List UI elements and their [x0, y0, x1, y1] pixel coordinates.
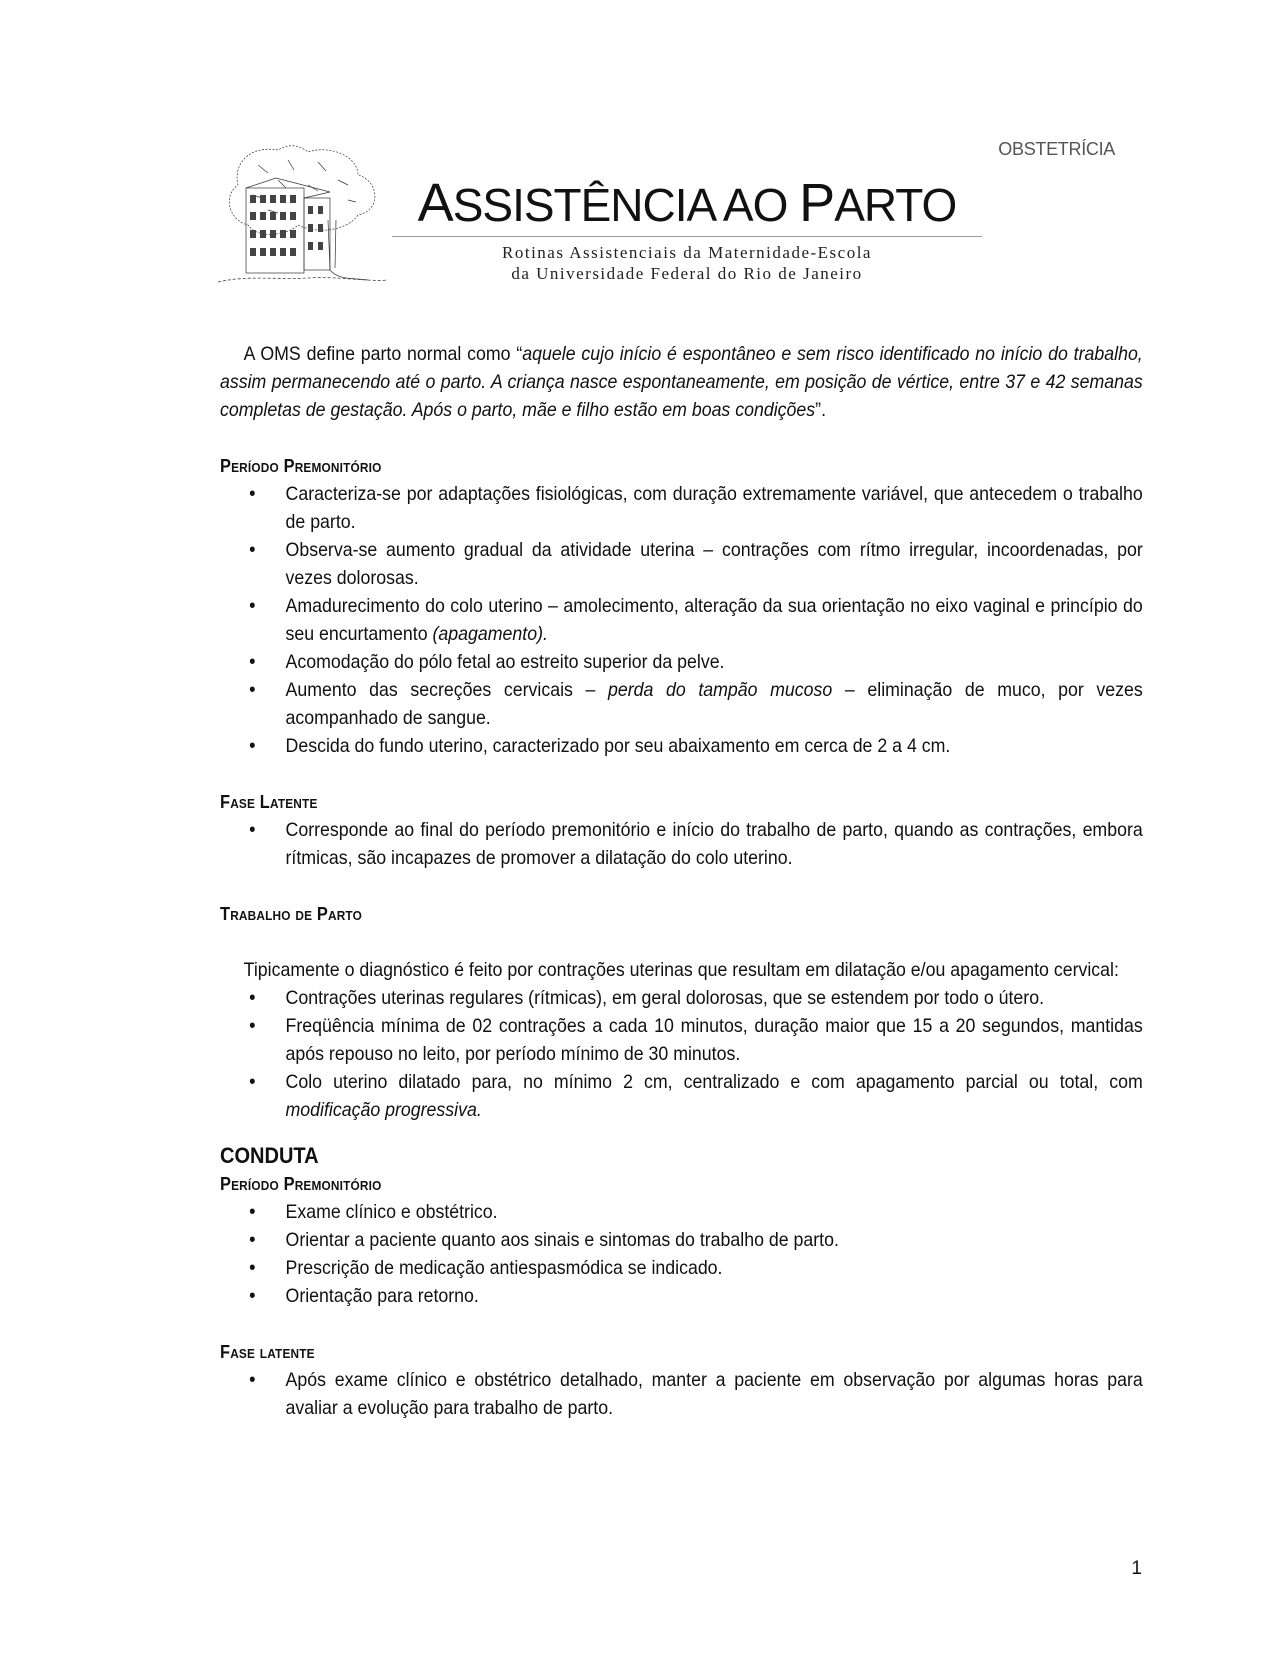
trabalho-list [220, 984, 1143, 1124]
list-item: • Acomodação do pólo fetal ao estreito superior da pelve. [286, 648, 1143, 676]
list-item: • Caracteriza-se por adaptações fisiológicas, com duração extremamente variável, que antecedem o trabalho de parto. [286, 480, 1143, 536]
page-title: ASSISTÊNCIA AO PARTO [417, 173, 957, 233]
list-item: • Prescrição de medicação antiespasmódica se indicado. [286, 1254, 1143, 1282]
document-body [220, 340, 1143, 1422]
premonitorio-list [220, 480, 1143, 760]
intro-paragraph: A OMS define parto normal como “aquele cujo início é espontâneo e sem risco identificado no início do trabalho, assim permanecendo até o parto. A criança nasce espontaneamente, em posição de vértice, entre 37 e 42 semanas completas de gestação. Após o parto, mãe e filho estão em boas condições”. [220, 343, 1143, 421]
list-item: • Corresponde ao final do período premonitório e início do trabalho de parto, quando as contrações, embora rítmicas, são incapazes de promover a dilatação do colo uterino. [286, 816, 1143, 872]
page-number: 1 [1131, 1558, 1142, 1579]
list-item: • Observa-se aumento gradual da atividade uterina – contrações com rítmo irregular, incoordenadas, por vezes dolorosas. [286, 536, 1143, 592]
list-item: • Contrações uterinas regulares (rítmicas), em geral dolorosas, que se estendem por todo o útero. [286, 984, 1143, 1012]
title-divider [392, 236, 982, 237]
conduta-premonitorio-list [220, 1198, 1143, 1310]
conduta-latente-list [220, 1366, 1143, 1422]
fase-latente-list [220, 816, 1143, 872]
maternity-building-tree-logo-icon [218, 140, 390, 290]
list-item: • Colo uterino dilatado para, no mínimo 2 cm, centralizado e com apagamento parcial ou total, com modificação progressiva. [286, 1068, 1143, 1124]
section-heading-premonitorio: Período Premonitório [220, 456, 382, 476]
list-item: • Amadurecimento do colo uterino – amolecimento, alteração da sua orientação no eixo vaginal e princípio do seu encurtamento (apagamento). [286, 592, 1143, 648]
subtitle: Rotinas Assistenciais da Maternidade-Escola da Universidade Federal do Rio de Janeiro [502, 243, 872, 283]
list-item: • Orientar a paciente quanto aos sinais e sintomas do trabalho de parto. [286, 1226, 1143, 1254]
section-heading-conduta: CONDUTA [220, 1143, 319, 1168]
category-label: OBSTETRÍCIA [998, 139, 1115, 159]
list-item: • Descida do fundo uterino, caracterizado por seu abaixamento em cerca de 2 a 4 cm. [286, 732, 1143, 760]
trabalho-intro: Tipicamente o diagnóstico é feito por contrações uterinas que resultam em dilatação e/ou apagamento cervical: [243, 959, 1119, 981]
list-item: • Exame clínico e obstétrico. [286, 1198, 1143, 1226]
list-item: • Orientação para retorno. [286, 1282, 1143, 1310]
subheading-fase-latente: Fase latente [220, 1342, 315, 1362]
section-heading-trabalho: Trabalho de Parto [220, 904, 363, 924]
section-heading-fase-latente: Fase Latente [220, 792, 318, 812]
subheading-premonitorio: Período Premonitório [220, 1174, 382, 1194]
list-item: • Aumento das secreções cervicais – perda do tampão mucoso – eliminação de muco, por vezes acompanhado de sangue. [286, 676, 1143, 732]
list-item: • Após exame clínico e obstétrico detalhado, manter a paciente em observação por algumas horas para avaliar a evolução para trabalho de parto. [286, 1366, 1143, 1422]
list-item: • Freqüência mínima de 02 contrações a cada 10 minutos, duração maior que 15 a 20 segundos, mantidas após repouso no leito, por período mínimo de 30 minutos. [286, 1012, 1143, 1068]
